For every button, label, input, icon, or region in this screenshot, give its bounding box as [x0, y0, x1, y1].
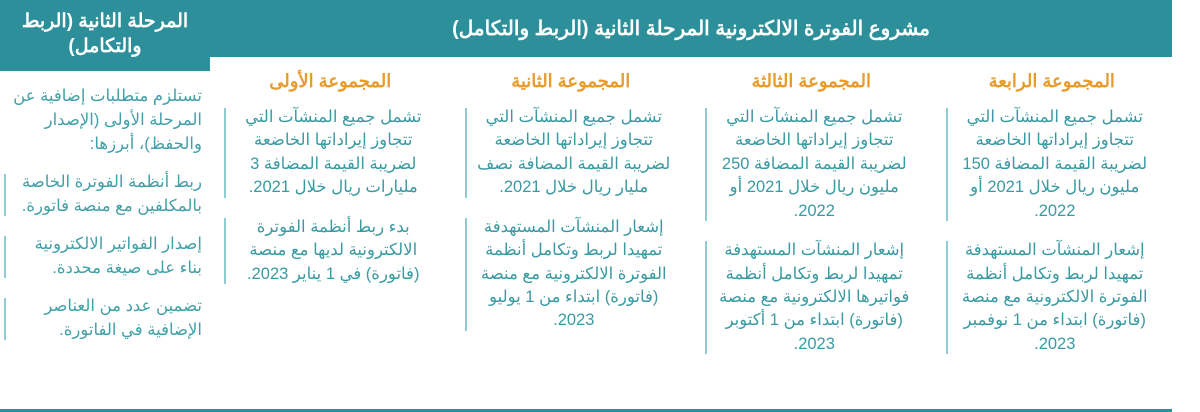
side-panel-item: إصدار الفواتير الالكترونية بناء على صيغة محددة. [4, 233, 206, 281]
group-items-3 [705, 106, 918, 356]
side-panel [0, 0, 210, 412]
side-panel-body [0, 71, 210, 342]
group-item: إشعار المنشآت المستهدفة تمهيدا لربط وتكامل أنظمة فواتيرها الالكترونية مع منصة (فاتورة) ابتداء من 1 أكتوبر 2023. [705, 239, 918, 356]
group-column-1 [210, 71, 451, 399]
group-title-4: المجموعة الرابعة [988, 71, 1115, 91]
group-item: تشمل جميع المنشآت التي تتجاوز إيراداتها الخاضعة لضريبة القيمة المضافة 250 مليون ريال خلال 2021 أو 2022. [705, 106, 918, 223]
group-column-4 [932, 71, 1173, 399]
group-items-1 [224, 106, 437, 286]
groups-container [210, 57, 1172, 399]
group-items-4 [946, 106, 1159, 356]
main-column [210, 0, 1200, 412]
group-item: تشمل جميع المنشآت التي تتجاوز إيراداتها الخاضعة لضريبة القيمة المضافة 150 مليون ريال خلال 2021 أو 2022. [946, 106, 1159, 223]
group-items-2 [465, 106, 678, 333]
group-item: إشعار المنشآت المستهدفة تمهيدا لربط وتكامل أنظمة الفوترة الالكترونية مع منصة (فاتورة) ابتداء من 1 يوليو 2023. [465, 216, 678, 333]
group-title-3: المجموعة الثالثة [751, 71, 872, 91]
side-panel-item: تضمين عدد من العناصر الإضافية في الفاتورة. [4, 295, 206, 343]
group-item: بدء ربط أنظمة الفوترة الالكترونية لديها مع منصة (فاتورة) في 1 يناير 2023. [224, 216, 437, 286]
side-panel-item: ربط أنظمة الفوترة الخاصة بالمكلفين مع منصة فاتورة. [4, 171, 206, 219]
group-item: تشمل جميع المنشآت التي تتجاوز إيراداتها الخاضعة لضريبة القيمة المضافة نصف مليار ريال خلال 2021. [465, 106, 678, 200]
group-column-2 [451, 71, 692, 399]
group-title-1: المجموعة الأولى [269, 71, 392, 91]
group-item: تشمل جميع المنشآت التي تتجاوز إيراداتها الخاضعة لضريبة القيمة المضافة 3 مليارات ريال خلال 2021. [224, 106, 437, 200]
group-column-3 [691, 71, 932, 399]
side-panel-intro: تستلزم متطلبات إضافية عن المرحلة الأولى (الإصدار والحفظ)، أبرزها: [13, 87, 202, 154]
group-title-2: المجموعة الثانية [511, 71, 631, 91]
side-panel-header: المرحلة الثانية (الربط والتكامل) [0, 0, 210, 71]
group-item: إشعار المنشآت المستهدفة تمهيدا لربط وتكامل أنظمة الفوترة الالكترونية مع منصة (فاتورة) ابتداء من 1 نوفمبر 2023. [946, 239, 1159, 356]
main-header-title: مشروع الفوترة الالكترونية المرحلة الثانية (الربط والتكامل) [210, 0, 1172, 57]
